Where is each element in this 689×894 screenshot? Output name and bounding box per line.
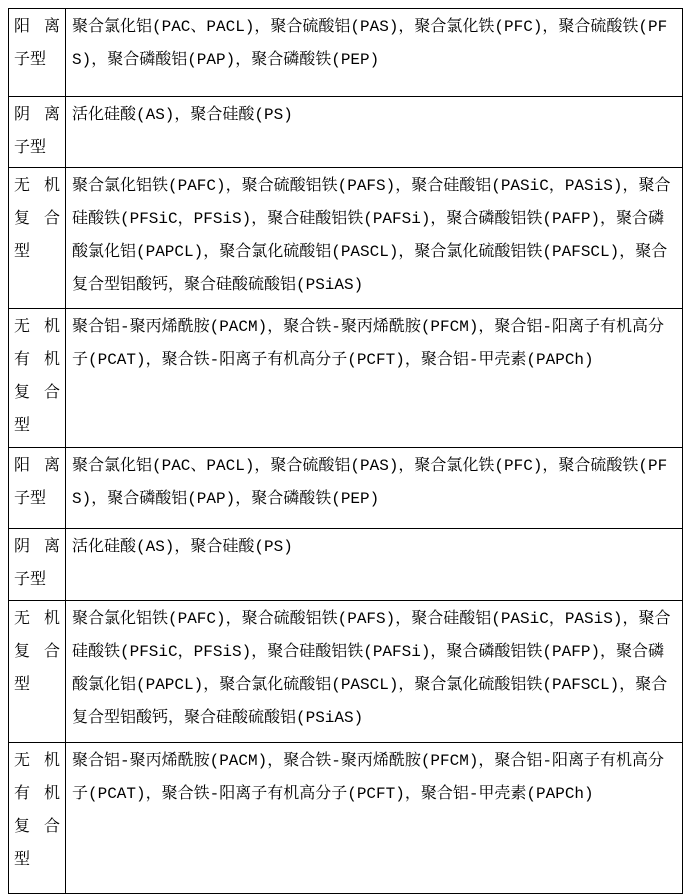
items-cell-cationic: 聚合氯化铝(PAC、PACL)，聚合硫酸铝(PAS)，聚合氯化铁(PFC)，聚合硫酸铁(PFS)，聚合磷酸铝(PAP)，聚合磷酸铁(PEP) bbox=[66, 9, 683, 97]
category-cell-anionic: 阴离子型 bbox=[9, 97, 66, 168]
table-row bbox=[9, 309, 683, 448]
items-cell-inorganic-composite-2: 聚合氯化铝铁(PAFC)，聚合硫酸铝铁(PAFS)，聚合硅酸铝(PASiC，PASiS)，聚合硅酸铁(PFSiC，PFSiS)，聚合硅酸铝铁(PAFSi)，聚合磷酸铝铁(PAFP)，聚合磷酸氯化铝(PAPCL)，聚合氯化硫酸铝(PASCL)，聚合氯化硫酸铝铁(PAFSCL)，聚合复合型铝酸钙，聚合硅酸硫酸铝(PSiAS) bbox=[66, 601, 683, 743]
category-cell-inorganic-organic-composite: 无机有机复合型 bbox=[9, 309, 66, 448]
category-cell-cationic: 阳离子型 bbox=[9, 9, 66, 97]
items-cell-anionic-2: 活化硅酸(AS)，聚合硅酸(PS) bbox=[66, 529, 683, 601]
items-cell-cationic-2: 聚合氯化铝(PAC、PACL)，聚合硫酸铝(PAS)，聚合氯化铁(PFC)，聚合硫酸铁(PFS)，聚合磷酸铝(PAP)，聚合磷酸铁(PEP) bbox=[66, 448, 683, 529]
table-row bbox=[9, 601, 683, 743]
category-cell-inorganic-organic-composite-2: 无机有机复合型 bbox=[9, 743, 66, 894]
table-row bbox=[9, 9, 683, 97]
table-row bbox=[9, 529, 683, 601]
items-cell-anionic: 活化硅酸(AS)，聚合硅酸(PS) bbox=[66, 97, 683, 168]
table-row bbox=[9, 168, 683, 309]
category-cell-anionic-2: 阴离子型 bbox=[9, 529, 66, 601]
category-cell-inorganic-composite: 无机复合型 bbox=[9, 168, 66, 309]
table-row bbox=[9, 97, 683, 168]
category-cell-inorganic-composite-2: 无机复合型 bbox=[9, 601, 66, 743]
table-row bbox=[9, 448, 683, 529]
items-cell-inorganic-organic-composite-2: 聚合铝-聚丙烯酰胺(PACM)，聚合铁-聚丙烯酰胺(PFCM)，聚合铝-阳离子有机高分子(PCAT)，聚合铁-阳离子有机高分子(PCFT)，聚合铝-甲壳素(PAPCh) bbox=[66, 743, 683, 894]
items-cell-inorganic-composite: 聚合氯化铝铁(PAFC)，聚合硫酸铝铁(PAFS)，聚合硅酸铝(PASiC，PASiS)，聚合硅酸铁(PFSiC，PFSiS)，聚合硅酸铝铁(PAFSi)，聚合磷酸铝铁(PAFP)，聚合磷酸氯化铝(PAPCL)，聚合氯化硫酸铝(PASCL)，聚合氯化硫酸铝铁(PAFSCL)，聚合复合型铝酸钙，聚合硅酸硫酸铝(PSiAS) bbox=[66, 168, 683, 309]
coagulant-types-table bbox=[8, 8, 683, 894]
table-row bbox=[9, 743, 683, 894]
category-cell-cationic-2: 阳离子型 bbox=[9, 448, 66, 529]
items-cell-inorganic-organic-composite: 聚合铝-聚丙烯酰胺(PACM)，聚合铁-聚丙烯酰胺(PFCM)，聚合铝-阳离子有机高分子(PCAT)，聚合铁-阳离子有机高分子(PCFT)，聚合铝-甲壳素(PAPCh) bbox=[66, 309, 683, 448]
